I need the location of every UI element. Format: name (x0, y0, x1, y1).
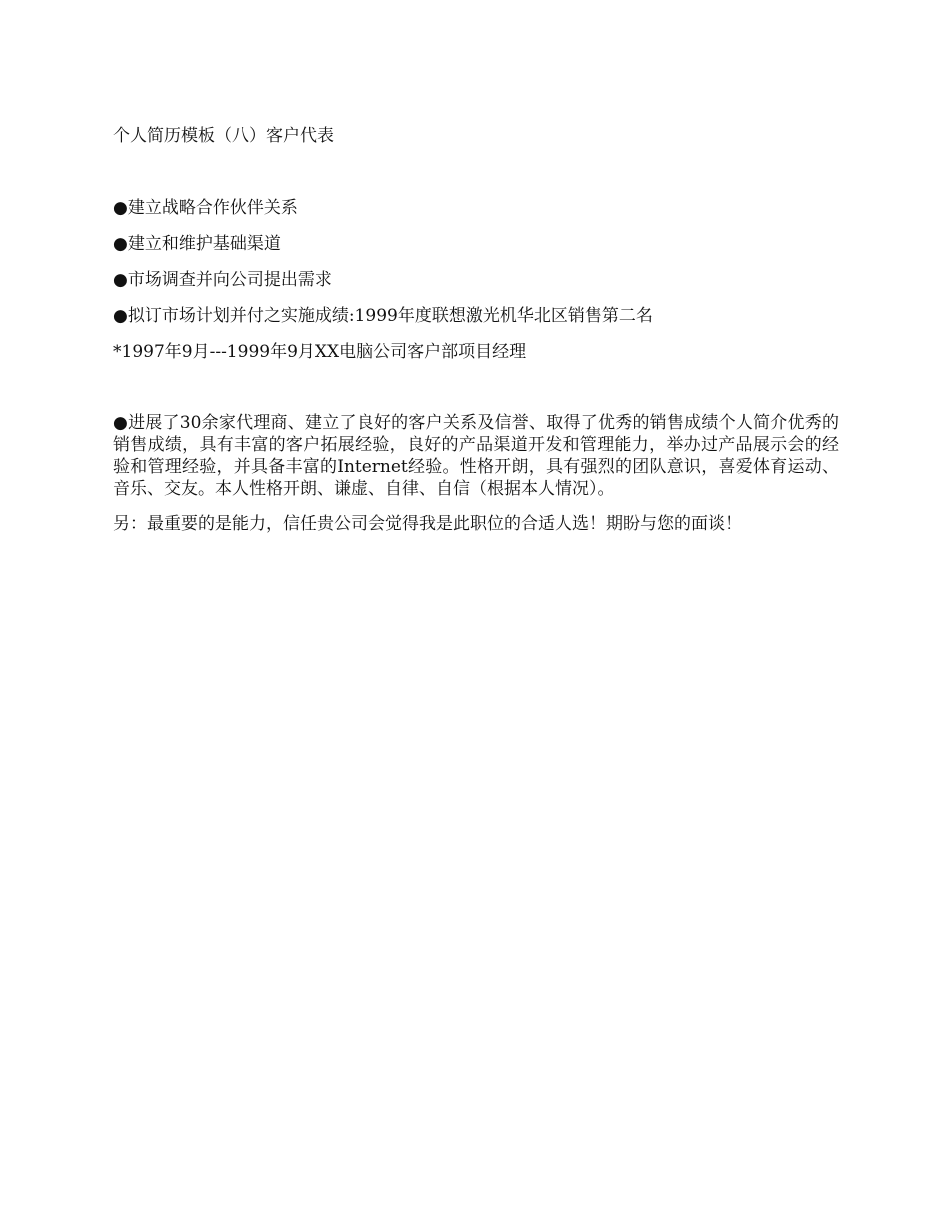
summary-paragraph: ●进展了30余家代理商、建立了良好的客户关系及信誉、取得了优秀的销售成绩个人简介优秀的销售成绩，具有丰富的客户拓展经验，良好的产品渠道开发和管理能力，举办过产品展示会的经验和管理经验，并具备丰富的Internet经验。性格开朗，具有强烈的团队意识，喜爱体育运动、音乐、交友。本人性格开朗、谦虚、自律、自信（根据本人情况）。 (113, 413, 839, 499)
job-period: *1997年9月---1999年9月XX电脑公司客户部项目经理 (113, 342, 527, 362)
document-title: 个人简历模板（八）客户代表 (113, 126, 334, 146)
document-body (113, 124, 839, 548)
duty-item: ●市场调查并向公司提出需求 (113, 270, 332, 290)
closing-line: 另：最重要的是能力，信任贵公司会觉得我是此职位的合适人选！期盼与您的面谈！ (113, 514, 742, 534)
duty-item: ●建立战略合作伙伴关系 (113, 198, 298, 218)
duty-item: ●建立和维护基础渠道 (113, 234, 281, 254)
duty-list (113, 196, 839, 328)
duty-item: ●拟订市场计划并付之实施成绩:1999年度联想激光机华北区销售第二名 (113, 306, 653, 326)
